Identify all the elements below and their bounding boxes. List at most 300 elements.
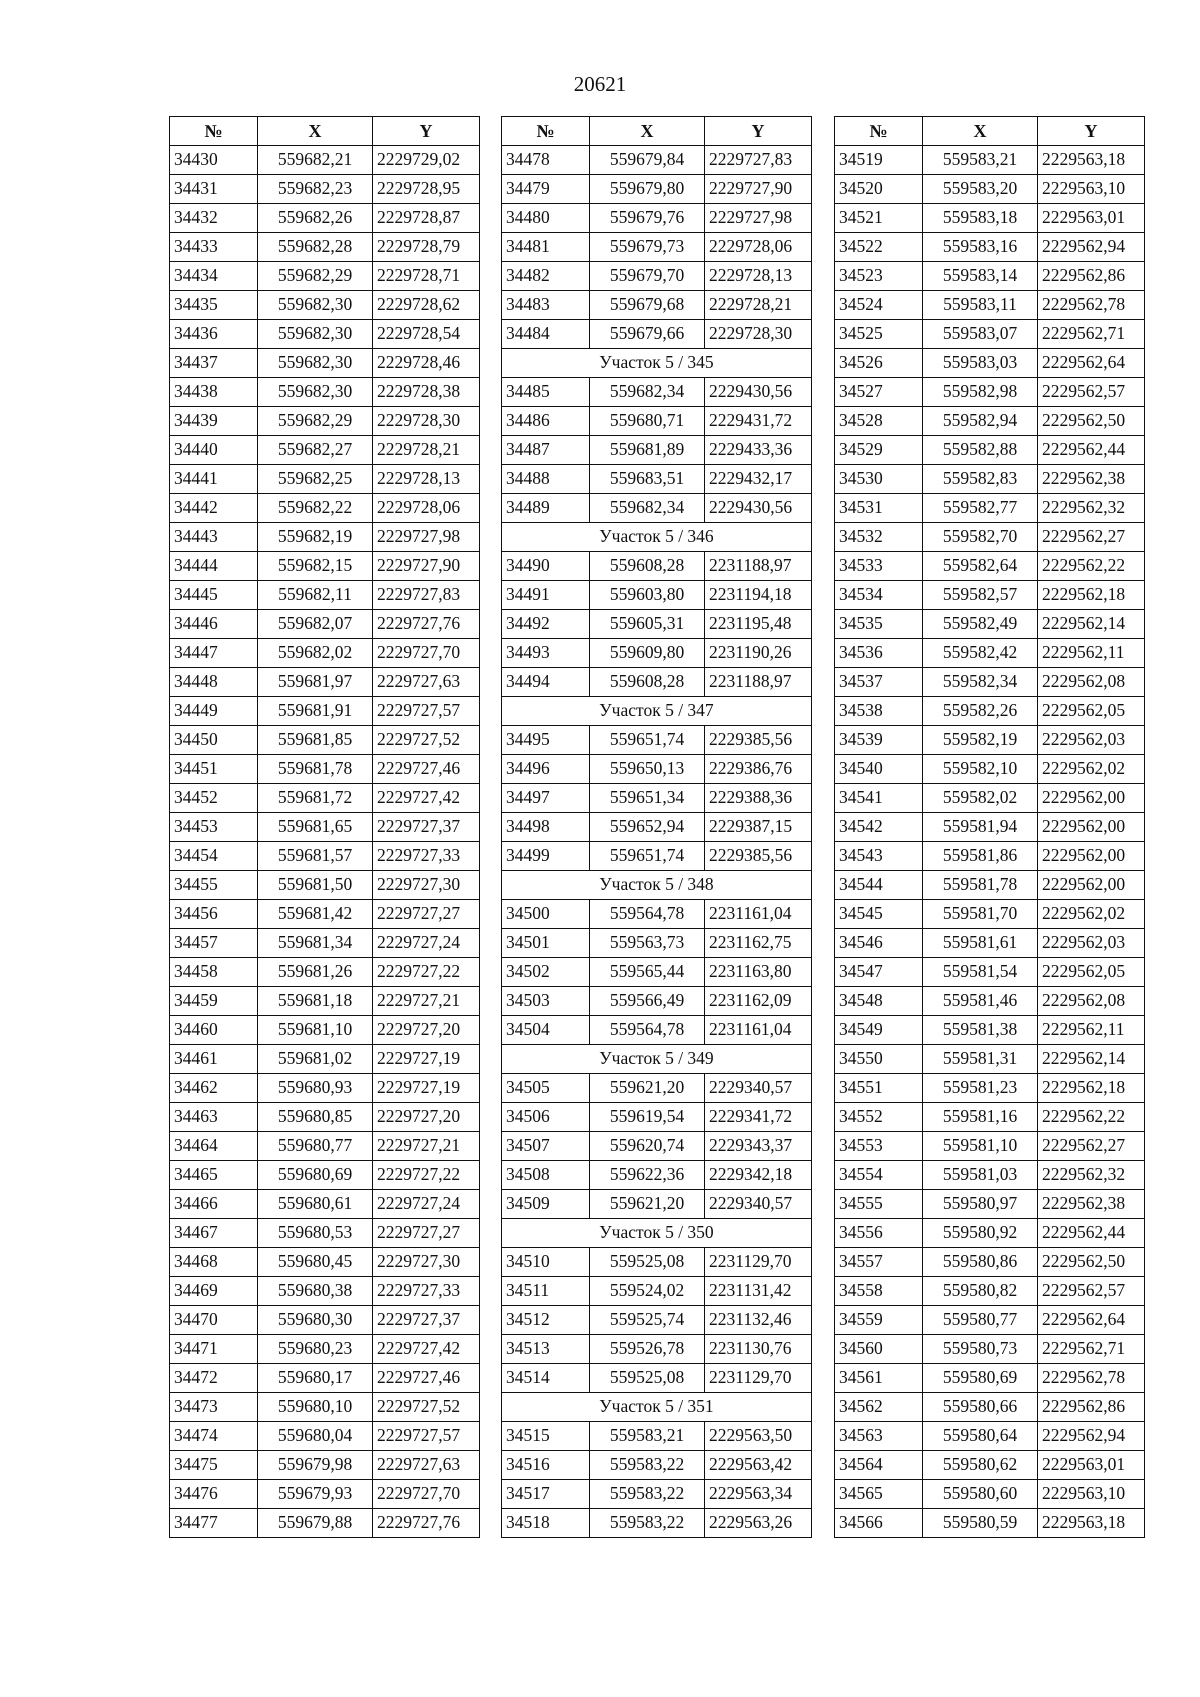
x-coordinate-cell: 559608,28 bbox=[590, 552, 705, 581]
y-coordinate-cell: 2229562,03 bbox=[1038, 726, 1145, 755]
point-number-cell: 34498 bbox=[502, 813, 590, 842]
y-coordinate-cell: 2229728,13 bbox=[373, 465, 480, 494]
y-coordinate-cell: 2229386,76 bbox=[705, 755, 812, 784]
point-number-cell: 34528 bbox=[835, 407, 923, 436]
table-row bbox=[502, 465, 812, 494]
x-coordinate-cell: 559580,69 bbox=[923, 1364, 1038, 1393]
y-coordinate-cell: 2229727,20 bbox=[373, 1103, 480, 1132]
point-number-cell: 34458 bbox=[170, 958, 258, 987]
table-row bbox=[835, 755, 1145, 784]
x-coordinate-cell: 559682,11 bbox=[258, 581, 373, 610]
x-coordinate-cell: 559525,08 bbox=[590, 1248, 705, 1277]
y-coordinate-cell: 2231132,46 bbox=[705, 1306, 812, 1335]
table-row bbox=[835, 987, 1145, 1016]
point-number-cell: 34443 bbox=[170, 523, 258, 552]
y-coordinate-cell: 2229562,57 bbox=[1038, 1277, 1145, 1306]
table-row bbox=[170, 1248, 480, 1277]
table-row bbox=[835, 233, 1145, 262]
x-coordinate-cell: 559581,94 bbox=[923, 813, 1038, 842]
point-number-cell: 34470 bbox=[170, 1306, 258, 1335]
y-coordinate-cell: 2229728,06 bbox=[373, 494, 480, 523]
x-coordinate-cell: 559681,89 bbox=[590, 436, 705, 465]
table-row bbox=[835, 1016, 1145, 1045]
table-row bbox=[170, 610, 480, 639]
table-row bbox=[835, 1161, 1145, 1190]
y-coordinate-cell: 2231129,70 bbox=[705, 1248, 812, 1277]
point-number-cell: 34447 bbox=[170, 639, 258, 668]
x-coordinate-cell: 559682,21 bbox=[258, 146, 373, 175]
table-row bbox=[170, 1277, 480, 1306]
table-row bbox=[835, 1074, 1145, 1103]
table-row bbox=[835, 610, 1145, 639]
x-coordinate-cell: 559580,77 bbox=[923, 1306, 1038, 1335]
table-row bbox=[835, 929, 1145, 958]
point-number-cell: 34505 bbox=[502, 1074, 590, 1103]
y-coordinate-cell: 2231188,97 bbox=[705, 552, 812, 581]
header-number: № bbox=[835, 117, 923, 146]
y-coordinate-cell: 2229727,52 bbox=[373, 726, 480, 755]
x-coordinate-cell: 559652,94 bbox=[590, 813, 705, 842]
y-coordinate-cell: 2229727,90 bbox=[373, 552, 480, 581]
point-number-cell: 34484 bbox=[502, 320, 590, 349]
point-number-cell: 34551 bbox=[835, 1074, 923, 1103]
table-row bbox=[502, 900, 812, 929]
table-row bbox=[170, 233, 480, 262]
point-number-cell: 34475 bbox=[170, 1451, 258, 1480]
table-row bbox=[835, 523, 1145, 552]
table-row bbox=[170, 407, 480, 436]
x-coordinate-cell: 559682,34 bbox=[590, 494, 705, 523]
table-row bbox=[502, 1161, 812, 1190]
header-number: № bbox=[502, 117, 590, 146]
x-coordinate-cell: 559679,93 bbox=[258, 1480, 373, 1509]
point-number-cell: 34532 bbox=[835, 523, 923, 552]
x-coordinate-cell: 559582,26 bbox=[923, 697, 1038, 726]
y-coordinate-cell: 2229727,76 bbox=[373, 1509, 480, 1538]
x-coordinate-cell: 559582,98 bbox=[923, 378, 1038, 407]
y-coordinate-cell: 2229727,24 bbox=[373, 929, 480, 958]
point-number-cell: 34460 bbox=[170, 1016, 258, 1045]
table-row bbox=[502, 1190, 812, 1219]
table-row bbox=[170, 378, 480, 407]
y-coordinate-cell: 2229342,18 bbox=[705, 1161, 812, 1190]
y-coordinate-cell: 2231162,09 bbox=[705, 987, 812, 1016]
x-coordinate-cell: 559681,57 bbox=[258, 842, 373, 871]
table-row bbox=[835, 1364, 1145, 1393]
point-number-cell: 34480 bbox=[502, 204, 590, 233]
point-number-cell: 34518 bbox=[502, 1509, 590, 1538]
table-row bbox=[170, 639, 480, 668]
table-row bbox=[170, 871, 480, 900]
table-row bbox=[835, 1422, 1145, 1451]
table-row bbox=[170, 1016, 480, 1045]
x-coordinate-cell: 559581,31 bbox=[923, 1045, 1038, 1074]
y-coordinate-cell: 2231190,26 bbox=[705, 639, 812, 668]
point-number-cell: 34477 bbox=[170, 1509, 258, 1538]
table-row bbox=[835, 1190, 1145, 1219]
point-number-cell: 34433 bbox=[170, 233, 258, 262]
x-coordinate-cell: 559681,85 bbox=[258, 726, 373, 755]
point-number-cell: 34525 bbox=[835, 320, 923, 349]
y-coordinate-cell: 2229388,36 bbox=[705, 784, 812, 813]
y-coordinate-cell: 2229727,52 bbox=[373, 1393, 480, 1422]
y-coordinate-cell: 2229385,56 bbox=[705, 842, 812, 871]
x-coordinate-cell: 559564,78 bbox=[590, 1016, 705, 1045]
point-number-cell: 34455 bbox=[170, 871, 258, 900]
point-number-cell: 34476 bbox=[170, 1480, 258, 1509]
x-coordinate-cell: 559583,22 bbox=[590, 1480, 705, 1509]
point-number-cell: 34540 bbox=[835, 755, 923, 784]
table-row bbox=[170, 1509, 480, 1538]
table-row bbox=[170, 291, 480, 320]
point-number-cell: 34560 bbox=[835, 1335, 923, 1364]
table-body bbox=[502, 146, 812, 1538]
point-number-cell: 34451 bbox=[170, 755, 258, 784]
y-coordinate-cell: 2229727,70 bbox=[373, 639, 480, 668]
point-number-cell: 34471 bbox=[170, 1335, 258, 1364]
point-number-cell: 34434 bbox=[170, 262, 258, 291]
point-number-cell: 34501 bbox=[502, 929, 590, 958]
x-coordinate-cell: 559582,02 bbox=[923, 784, 1038, 813]
x-coordinate-cell: 559583,16 bbox=[923, 233, 1038, 262]
y-coordinate-cell: 2229727,24 bbox=[373, 1190, 480, 1219]
table-row bbox=[502, 784, 812, 813]
x-coordinate-cell: 559682,30 bbox=[258, 320, 373, 349]
point-number-cell: 34521 bbox=[835, 204, 923, 233]
point-number-cell: 34522 bbox=[835, 233, 923, 262]
x-coordinate-cell: 559581,61 bbox=[923, 929, 1038, 958]
x-coordinate-cell: 559583,21 bbox=[590, 1422, 705, 1451]
x-coordinate-cell: 559580,73 bbox=[923, 1335, 1038, 1364]
x-coordinate-cell: 559582,42 bbox=[923, 639, 1038, 668]
table-row bbox=[170, 1306, 480, 1335]
point-number-cell: 34515 bbox=[502, 1422, 590, 1451]
point-number-cell: 34459 bbox=[170, 987, 258, 1016]
table-row bbox=[835, 842, 1145, 871]
y-coordinate-cell: 2229728,21 bbox=[373, 436, 480, 465]
y-coordinate-cell: 2229727,57 bbox=[373, 1422, 480, 1451]
x-coordinate-cell: 559583,14 bbox=[923, 262, 1038, 291]
x-coordinate-cell: 559651,74 bbox=[590, 726, 705, 755]
y-coordinate-cell: 2229563,18 bbox=[1038, 1509, 1145, 1538]
point-number-cell: 34483 bbox=[502, 291, 590, 320]
table-row bbox=[502, 1248, 812, 1277]
x-coordinate-cell: 559581,03 bbox=[923, 1161, 1038, 1190]
y-coordinate-cell: 2229563,18 bbox=[1038, 146, 1145, 175]
table-row bbox=[170, 1074, 480, 1103]
x-coordinate-cell: 559583,18 bbox=[923, 204, 1038, 233]
table-row bbox=[502, 233, 812, 262]
x-coordinate-cell: 559621,20 bbox=[590, 1074, 705, 1103]
y-coordinate-cell: 2229341,72 bbox=[705, 1103, 812, 1132]
section-row bbox=[502, 523, 812, 552]
section-title: Участок 5 / 346 bbox=[502, 523, 812, 552]
table-row bbox=[835, 349, 1145, 378]
section-title: Участок 5 / 347 bbox=[502, 697, 812, 726]
y-coordinate-cell: 2229727,21 bbox=[373, 1132, 480, 1161]
table-row bbox=[170, 900, 480, 929]
table-row bbox=[170, 262, 480, 291]
point-number-cell: 34491 bbox=[502, 581, 590, 610]
point-number-cell: 34461 bbox=[170, 1045, 258, 1074]
x-coordinate-cell: 559580,92 bbox=[923, 1219, 1038, 1248]
table-row bbox=[502, 262, 812, 291]
table-row bbox=[835, 784, 1145, 813]
point-number-cell: 34473 bbox=[170, 1393, 258, 1422]
x-coordinate-cell: 559525,08 bbox=[590, 1364, 705, 1393]
table-row bbox=[170, 494, 480, 523]
y-coordinate-cell: 2229727,42 bbox=[373, 784, 480, 813]
y-coordinate-cell: 2229728,54 bbox=[373, 320, 480, 349]
y-coordinate-cell: 2231188,97 bbox=[705, 668, 812, 697]
x-coordinate-cell: 559581,54 bbox=[923, 958, 1038, 987]
y-coordinate-cell: 2229727,21 bbox=[373, 987, 480, 1016]
table-row bbox=[502, 755, 812, 784]
point-number-cell: 34456 bbox=[170, 900, 258, 929]
y-coordinate-cell: 2229727,42 bbox=[373, 1335, 480, 1364]
table-row bbox=[835, 175, 1145, 204]
section-row bbox=[502, 697, 812, 726]
y-coordinate-cell: 2229728,62 bbox=[373, 291, 480, 320]
point-number-cell: 34558 bbox=[835, 1277, 923, 1306]
point-number-cell: 34513 bbox=[502, 1335, 590, 1364]
x-coordinate-cell: 559680,93 bbox=[258, 1074, 373, 1103]
point-number-cell: 34539 bbox=[835, 726, 923, 755]
table-row bbox=[835, 1103, 1145, 1132]
point-number-cell: 34511 bbox=[502, 1277, 590, 1306]
x-coordinate-cell: 559581,38 bbox=[923, 1016, 1038, 1045]
x-coordinate-cell: 559581,78 bbox=[923, 871, 1038, 900]
y-coordinate-cell: 2229562,71 bbox=[1038, 1335, 1145, 1364]
table-row bbox=[502, 726, 812, 755]
point-number-cell: 34546 bbox=[835, 929, 923, 958]
x-coordinate-cell: 559680,38 bbox=[258, 1277, 373, 1306]
table-row bbox=[170, 349, 480, 378]
y-coordinate-cell: 2229727,30 bbox=[373, 871, 480, 900]
y-coordinate-cell: 2229340,57 bbox=[705, 1190, 812, 1219]
point-number-cell: 34543 bbox=[835, 842, 923, 871]
y-coordinate-cell: 2229728,46 bbox=[373, 349, 480, 378]
point-number-cell: 34531 bbox=[835, 494, 923, 523]
x-coordinate-cell: 559566,49 bbox=[590, 987, 705, 1016]
x-coordinate-cell: 559679,73 bbox=[590, 233, 705, 262]
x-coordinate-cell: 559681,02 bbox=[258, 1045, 373, 1074]
y-coordinate-cell: 2229728,95 bbox=[373, 175, 480, 204]
y-coordinate-cell: 2229562,05 bbox=[1038, 958, 1145, 987]
x-coordinate-cell: 559682,15 bbox=[258, 552, 373, 581]
x-coordinate-cell: 559582,34 bbox=[923, 668, 1038, 697]
y-coordinate-cell: 2229432,17 bbox=[705, 465, 812, 494]
table-row bbox=[835, 436, 1145, 465]
x-coordinate-cell: 559680,17 bbox=[258, 1364, 373, 1393]
point-number-cell: 34469 bbox=[170, 1277, 258, 1306]
table-row bbox=[835, 1480, 1145, 1509]
x-coordinate-cell: 559681,65 bbox=[258, 813, 373, 842]
table-row bbox=[170, 1161, 480, 1190]
table-row bbox=[502, 1016, 812, 1045]
point-number-cell: 34479 bbox=[502, 175, 590, 204]
x-coordinate-cell: 559582,83 bbox=[923, 465, 1038, 494]
x-coordinate-cell: 559679,88 bbox=[258, 1509, 373, 1538]
table-row bbox=[835, 581, 1145, 610]
x-coordinate-cell: 559582,19 bbox=[923, 726, 1038, 755]
point-number-cell: 34444 bbox=[170, 552, 258, 581]
y-coordinate-cell: 2229727,27 bbox=[373, 900, 480, 929]
y-coordinate-cell: 2229562,00 bbox=[1038, 842, 1145, 871]
x-coordinate-cell: 559682,29 bbox=[258, 262, 373, 291]
table-header-row bbox=[170, 117, 480, 146]
table-row bbox=[170, 1045, 480, 1074]
table-row bbox=[835, 1509, 1145, 1538]
point-number-cell: 34481 bbox=[502, 233, 590, 262]
point-number-cell: 34430 bbox=[170, 146, 258, 175]
coordinates-table-1 bbox=[169, 116, 480, 1538]
table-row bbox=[502, 1306, 812, 1335]
y-coordinate-cell: 2231161,04 bbox=[705, 900, 812, 929]
y-coordinate-cell: 2231130,76 bbox=[705, 1335, 812, 1364]
table-row bbox=[835, 407, 1145, 436]
y-coordinate-cell: 2231194,18 bbox=[705, 581, 812, 610]
y-coordinate-cell: 2229562,50 bbox=[1038, 407, 1145, 436]
point-number-cell: 34550 bbox=[835, 1045, 923, 1074]
x-coordinate-cell: 559581,16 bbox=[923, 1103, 1038, 1132]
point-number-cell: 34506 bbox=[502, 1103, 590, 1132]
table-row bbox=[835, 697, 1145, 726]
table-row bbox=[502, 1364, 812, 1393]
y-coordinate-cell: 2229562,03 bbox=[1038, 929, 1145, 958]
y-coordinate-cell: 2229562,78 bbox=[1038, 1364, 1145, 1393]
x-coordinate-cell: 559682,07 bbox=[258, 610, 373, 639]
point-number-cell: 34549 bbox=[835, 1016, 923, 1045]
point-number-cell: 34454 bbox=[170, 842, 258, 871]
x-coordinate-cell: 559682,28 bbox=[258, 233, 373, 262]
point-number-cell: 34439 bbox=[170, 407, 258, 436]
point-number-cell: 34554 bbox=[835, 1161, 923, 1190]
point-number-cell: 34545 bbox=[835, 900, 923, 929]
header-y: Y bbox=[373, 117, 480, 146]
point-number-cell: 34500 bbox=[502, 900, 590, 929]
section-title: Участок 5 / 348 bbox=[502, 871, 812, 900]
table-header-row bbox=[502, 117, 812, 146]
point-number-cell: 34538 bbox=[835, 697, 923, 726]
point-number-cell: 34512 bbox=[502, 1306, 590, 1335]
point-number-cell: 34440 bbox=[170, 436, 258, 465]
point-number-cell: 34559 bbox=[835, 1306, 923, 1335]
x-coordinate-cell: 559681,10 bbox=[258, 1016, 373, 1045]
x-coordinate-cell: 559582,49 bbox=[923, 610, 1038, 639]
y-coordinate-cell: 2229562,18 bbox=[1038, 581, 1145, 610]
table-row bbox=[170, 523, 480, 552]
y-coordinate-cell: 2229563,01 bbox=[1038, 1451, 1145, 1480]
y-coordinate-cell: 2229343,37 bbox=[705, 1132, 812, 1161]
y-coordinate-cell: 2229562,78 bbox=[1038, 291, 1145, 320]
x-coordinate-cell: 559682,23 bbox=[258, 175, 373, 204]
y-coordinate-cell: 2229562,64 bbox=[1038, 1306, 1145, 1335]
table-row bbox=[835, 1132, 1145, 1161]
x-coordinate-cell: 559682,26 bbox=[258, 204, 373, 233]
point-number-cell: 34438 bbox=[170, 378, 258, 407]
point-number-cell: 34441 bbox=[170, 465, 258, 494]
table-row bbox=[502, 1132, 812, 1161]
x-coordinate-cell: 559582,88 bbox=[923, 436, 1038, 465]
y-coordinate-cell: 2229727,63 bbox=[373, 1451, 480, 1480]
x-coordinate-cell: 559581,70 bbox=[923, 900, 1038, 929]
x-coordinate-cell: 559581,10 bbox=[923, 1132, 1038, 1161]
table-row bbox=[502, 378, 812, 407]
y-coordinate-cell: 2229562,38 bbox=[1038, 465, 1145, 494]
x-coordinate-cell: 559680,45 bbox=[258, 1248, 373, 1277]
x-coordinate-cell: 559525,74 bbox=[590, 1306, 705, 1335]
y-coordinate-cell: 2229562,11 bbox=[1038, 639, 1145, 668]
point-number-cell: 34431 bbox=[170, 175, 258, 204]
point-number-cell: 34436 bbox=[170, 320, 258, 349]
table-row bbox=[502, 494, 812, 523]
x-coordinate-cell: 559680,53 bbox=[258, 1219, 373, 1248]
x-coordinate-cell: 559651,34 bbox=[590, 784, 705, 813]
x-coordinate-cell: 559679,84 bbox=[590, 146, 705, 175]
table-row bbox=[170, 320, 480, 349]
point-number-cell: 34547 bbox=[835, 958, 923, 987]
point-number-cell: 34487 bbox=[502, 436, 590, 465]
x-coordinate-cell: 559609,80 bbox=[590, 639, 705, 668]
section-title: Участок 5 / 345 bbox=[502, 349, 812, 378]
y-coordinate-cell: 2229562,27 bbox=[1038, 1132, 1145, 1161]
coordinates-table-3 bbox=[834, 116, 1145, 1538]
section-row bbox=[502, 1219, 812, 1248]
x-coordinate-cell: 559621,20 bbox=[590, 1190, 705, 1219]
y-coordinate-cell: 2229562,50 bbox=[1038, 1248, 1145, 1277]
point-number-cell: 34530 bbox=[835, 465, 923, 494]
x-coordinate-cell: 559620,74 bbox=[590, 1132, 705, 1161]
x-coordinate-cell: 559581,23 bbox=[923, 1074, 1038, 1103]
y-coordinate-cell: 2229727,30 bbox=[373, 1248, 480, 1277]
table-row bbox=[170, 1480, 480, 1509]
y-coordinate-cell: 2229562,14 bbox=[1038, 610, 1145, 639]
point-number-cell: 34523 bbox=[835, 262, 923, 291]
table-row bbox=[502, 1509, 812, 1538]
point-number-cell: 34557 bbox=[835, 1248, 923, 1277]
table-row bbox=[170, 436, 480, 465]
point-number-cell: 34514 bbox=[502, 1364, 590, 1393]
x-coordinate-cell: 559683,51 bbox=[590, 465, 705, 494]
table-row bbox=[170, 1190, 480, 1219]
y-coordinate-cell: 2229728,79 bbox=[373, 233, 480, 262]
y-coordinate-cell: 2229562,38 bbox=[1038, 1190, 1145, 1219]
table-row bbox=[502, 175, 812, 204]
table-row bbox=[170, 755, 480, 784]
x-coordinate-cell: 559679,70 bbox=[590, 262, 705, 291]
x-coordinate-cell: 559582,77 bbox=[923, 494, 1038, 523]
table-row bbox=[502, 842, 812, 871]
table-row bbox=[170, 668, 480, 697]
x-coordinate-cell: 559526,78 bbox=[590, 1335, 705, 1364]
section-row bbox=[502, 1393, 812, 1422]
x-coordinate-cell: 559563,73 bbox=[590, 929, 705, 958]
y-coordinate-cell: 2231131,42 bbox=[705, 1277, 812, 1306]
x-coordinate-cell: 559681,50 bbox=[258, 871, 373, 900]
y-coordinate-cell: 2229562,00 bbox=[1038, 784, 1145, 813]
point-number-cell: 34527 bbox=[835, 378, 923, 407]
y-coordinate-cell: 2229727,27 bbox=[373, 1219, 480, 1248]
x-coordinate-cell: 559583,07 bbox=[923, 320, 1038, 349]
x-coordinate-cell: 559680,30 bbox=[258, 1306, 373, 1335]
table-row bbox=[835, 1248, 1145, 1277]
y-coordinate-cell: 2229727,63 bbox=[373, 668, 480, 697]
point-number-cell: 34448 bbox=[170, 668, 258, 697]
point-number-cell: 34520 bbox=[835, 175, 923, 204]
y-coordinate-cell: 2229431,72 bbox=[705, 407, 812, 436]
y-coordinate-cell: 2229727,22 bbox=[373, 1161, 480, 1190]
